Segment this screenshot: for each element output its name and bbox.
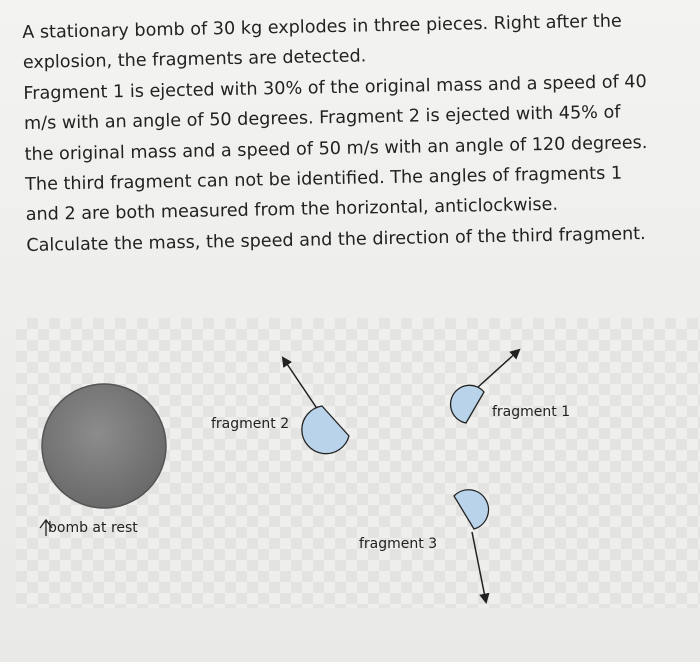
fragment-3: [359, 490, 489, 602]
fragment-1-velocity-arrow: [477, 350, 519, 388]
fragment-2-label: fragment 2: [211, 416, 290, 432]
fragment-3-label: fragment 3: [359, 536, 438, 552]
fragment-2-shape: [302, 406, 349, 454]
fragment-2: [211, 358, 349, 454]
problem-line: The third fragment can not be identified. The angles of fragments 1: [25, 163, 623, 195]
fragment-1: [451, 350, 571, 423]
problem-line: Calculate the mass, the speed and the direction of the third fragment.: [26, 223, 646, 256]
problem-line: the original mass and a speed of 50 m/s with an angle of 120 degrees.: [24, 132, 648, 165]
fragment-3-velocity-arrow: [472, 532, 486, 602]
bomb: [42, 384, 166, 508]
fragment-1-label: fragment 1: [492, 404, 571, 420]
problem-line: Fragment 1 is ejected with 30% of the original mass and a speed of 40: [23, 71, 647, 104]
fragment-1-shape: [451, 385, 484, 423]
problem-line: explosion, the fragments are detected.: [22, 46, 367, 74]
fragment-2-velocity-arrow: [283, 358, 318, 410]
explosion-diagram: [0, 318, 700, 662]
problem-line: A stationary bomb of 30 kg explodes in three pieces. Right after the: [22, 11, 622, 43]
diagram-canvas: [0, 318, 700, 662]
bomb-label-group: [40, 520, 138, 536]
problem-statement: [22, 5, 687, 261]
bomb-label: bomb at rest: [48, 520, 138, 536]
bomb-circle: [42, 384, 166, 508]
fragment-3-shape: [454, 490, 489, 529]
problem-line: and 2 are both measured from the horizontal, anticlockwise.: [25, 195, 559, 226]
problem-line: m/s with an angle of 50 degrees. Fragment 2 is ejected with 45% of: [23, 102, 621, 135]
